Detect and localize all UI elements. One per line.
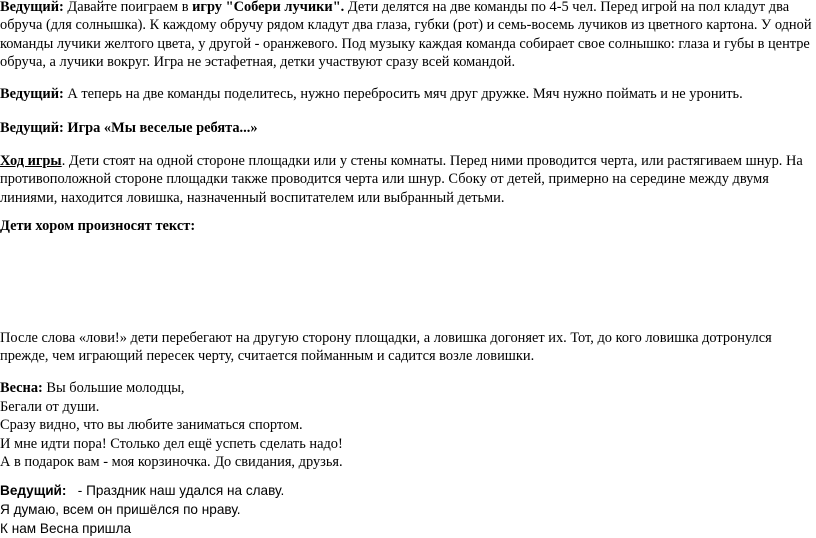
paragraph-game-rules [0,152,812,207]
paragraph-text: А теперь на две команды поделитесь, нужно перебросить мяч друг дружке. Мяч нужно поймать и не уронить. [63,86,743,102]
paragraph-text: . Дети стоят на одной стороне площадки или у стены комнаты. Перед ними проводится черта, или растягиваем шнур. На противоположной стороне площадки также проводится черта или шнур. Сбоку от детей, примерно на середине между двумя линиями, находится ловишка, назначенный воспитателем или выбранный детьми. [0,153,803,206]
speech-line: Бегали от души. [0,398,100,415]
paragraph-spring-speech [0,379,812,472]
speaker-label: Весна: [0,380,43,396]
speaker-label: Ведущий: [0,0,64,15]
paragraph-ball-game [0,85,812,103]
heading-game-title: Ведущий: Игра «Мы веселые ребята...» [0,120,258,136]
paragraph-host-closing [0,481,812,538]
rules-label: Ход игры [0,153,62,169]
paragraph-after-poem: После слова «лови!» дети перебегают на другую сторону площадки, а ловишка догоняет их. Тот, до кого ловишка дотронулся прежде, чем играющий пересек черту, считается пойманным и садится возле ловишки. [0,330,772,365]
paragraph-text: Дети делятся на две команды по 4-5 чел. Перед игрой на пол кладут два обруча (для солнышка). К каждому обручу рядом кладут два глаза, губки (рот) и семь-восемь лучиков из цветного картона. У одной команды лучики желтого цвета, у другой - оранжевого. Под музыку каждая команда собирает свое солнышко: глаза и губы в центре обруча, а лучики вокруг. Игра не эстафетная, детки участвуют сразу всей командой. [0,0,812,71]
speech-line: Сразу видно, что вы любите заниматься спортом. [0,417,303,434]
speech-line: Я думаю, всем он пришёлся по нраву. [0,502,241,517]
speech-line: Весна: Вы большие молодцы, [0,380,185,396]
speech-line: А в подарок вам - моя корзиночка. До свидания, друзья. [0,454,343,471]
speech-line: Ведущий: - Праздник наш удался на славу. [0,483,285,498]
speaker-label: Ведущий: [0,86,64,102]
speech-line: И мне идти пора! Столько дел ещё успеть сделать надо! [0,435,343,452]
speaker-label: Ведущий: [0,483,67,498]
paragraph-text: Давайте поиграем в [63,0,193,15]
heading-chorus: Дети хором произносят текст: [0,218,196,234]
game-title: игру "Собери лучики". [192,0,345,15]
speech-line: К нам Весна пришла [0,521,132,536]
paragraph-sun-rays-game [0,0,812,72]
